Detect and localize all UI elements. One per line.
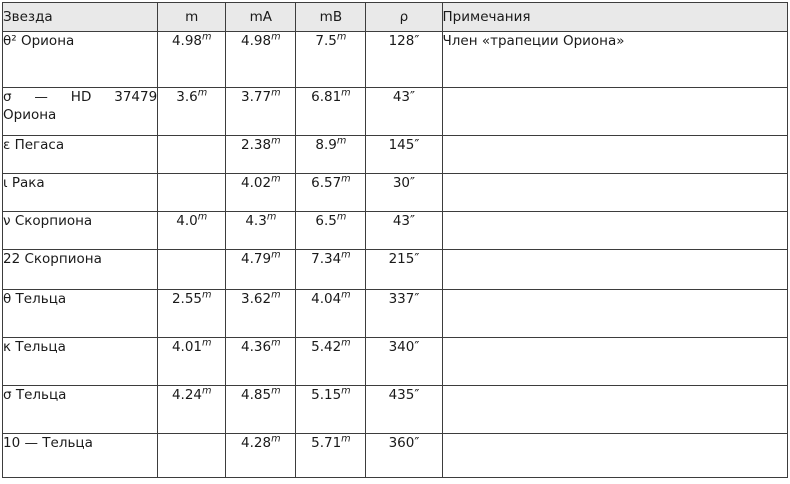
- cell-notes: [442, 290, 787, 338]
- magnitude-superscript: m: [271, 289, 281, 301]
- magnitude-superscript: m: [336, 211, 347, 223]
- cell-ma: 2.38$^m$: [226, 136, 296, 174]
- cell-mb: 5.15$^m$: [296, 386, 366, 434]
- magnitude-superscript: m: [271, 337, 281, 349]
- cell-m: 2.55$^m$: [158, 290, 226, 338]
- magnitude-superscript: m: [341, 249, 351, 261]
- cell-star-name: 10 — Тельца: [3, 434, 158, 478]
- cell-rho: 145″: [366, 136, 442, 174]
- cell-ma: 3.77$^m$: [226, 88, 296, 136]
- table-row: [3, 32, 788, 88]
- cell-rho: 43″: [366, 212, 442, 250]
- table-row: [3, 212, 788, 250]
- cell-notes: [442, 212, 787, 250]
- cell-mb: 7.5$^m$: [296, 32, 366, 88]
- cell-mb: 4.04$^m$: [296, 290, 366, 338]
- magnitude-superscript: m: [341, 87, 351, 99]
- cell-ma: 4.98$^m$: [226, 32, 296, 88]
- cell-rho: 43″: [366, 88, 442, 136]
- cell-rho: 360″: [366, 434, 442, 478]
- magnitude-superscript: m: [271, 173, 281, 185]
- table-row: [3, 250, 788, 290]
- cell-rho: 30″: [366, 174, 442, 212]
- cell-m: [158, 434, 226, 478]
- cell-mb: 7.34$^m$: [296, 250, 366, 290]
- table-row: [3, 290, 788, 338]
- cell-star-name: 22 Скорпиона: [3, 250, 158, 290]
- cell-mb: 6.81$^m$: [296, 88, 366, 136]
- cell-notes: Член «трапеции Ориона»: [442, 32, 787, 88]
- magnitude-superscript: m: [341, 289, 351, 301]
- cell-m: [158, 174, 226, 212]
- magnitude-superscript: m: [271, 31, 281, 43]
- cell-ma: 4.85$^m$: [226, 386, 296, 434]
- magnitude-superscript: m: [341, 385, 351, 397]
- cell-rho: 340″: [366, 338, 442, 386]
- cell-notes: [442, 136, 787, 174]
- cell-ma: 4.28$^m$: [226, 434, 296, 478]
- cell-m: [158, 250, 226, 290]
- cell-m: 4.0$^m$: [158, 212, 226, 250]
- cell-mb: 5.42$^m$: [296, 338, 366, 386]
- cell-notes: [442, 88, 787, 136]
- cell-ma: 4.3$^m$: [226, 212, 296, 250]
- magnitude-superscript: m: [336, 135, 347, 147]
- cell-notes: [442, 338, 787, 386]
- cell-star-name: σ Тельца: [3, 386, 158, 434]
- page-sheet: [0, 2, 790, 484]
- cell-notes: [442, 250, 787, 290]
- cell-notes: [442, 174, 787, 212]
- table-header-row: [3, 3, 788, 32]
- cell-m: 4.98$^m$: [158, 32, 226, 88]
- column-header-ma: mA: [226, 3, 296, 32]
- magnitude-superscript: m: [271, 433, 281, 445]
- column-header-rho: ρ: [366, 3, 442, 32]
- magnitude-superscript: m: [202, 289, 212, 301]
- cell-star-name: ν Скорпиона: [3, 212, 158, 250]
- cell-mb: 5.71$^m$: [296, 434, 366, 478]
- column-header-mb: mB: [296, 3, 366, 32]
- table-row: [3, 136, 788, 174]
- magnitude-superscript: m: [271, 249, 281, 261]
- cell-m: 3.6$^m$: [158, 88, 226, 136]
- magnitude-superscript: m: [197, 211, 208, 223]
- table-body: [3, 32, 788, 478]
- magnitude-superscript: m: [341, 337, 351, 349]
- magnitude-superscript: m: [336, 31, 347, 43]
- cell-star-name: σ — HD 37479 Ориона: [3, 88, 158, 136]
- cell-m: [158, 136, 226, 174]
- cell-star-name: θ² Ориона: [3, 32, 158, 88]
- column-header-notes: Примечания: [442, 3, 787, 32]
- cell-mb: 6.5$^m$: [296, 212, 366, 250]
- cell-notes: [442, 434, 787, 478]
- table-header: [3, 3, 788, 32]
- magnitude-superscript: m: [266, 211, 277, 223]
- cell-rho: 215″: [366, 250, 442, 290]
- cell-star-name: θ Тельца: [3, 290, 158, 338]
- cell-rho: 128″: [366, 32, 442, 88]
- cell-star-name: ι Рака: [3, 174, 158, 212]
- cell-ma: 3.62$^m$: [226, 290, 296, 338]
- table-row: [3, 386, 788, 434]
- table-row: [3, 434, 788, 478]
- magnitude-superscript: m: [197, 87, 208, 99]
- cell-rho: 435″: [366, 386, 442, 434]
- cell-mb: 8.9$^m$: [296, 136, 366, 174]
- magnitude-superscript: m: [271, 385, 281, 397]
- cell-rho: 337″: [366, 290, 442, 338]
- cell-m: 4.01$^m$: [158, 338, 226, 386]
- column-header-m: m: [158, 3, 226, 32]
- cell-m: 4.24$^m$: [158, 386, 226, 434]
- table-row: [3, 88, 788, 136]
- double-stars-table: [2, 2, 788, 478]
- table-row: [3, 338, 788, 386]
- magnitude-superscript: m: [202, 337, 212, 349]
- cell-star-name: ε Пегаса: [3, 136, 158, 174]
- cell-ma: 4.79$^m$: [226, 250, 296, 290]
- cell-ma: 4.02$^m$: [226, 174, 296, 212]
- magnitude-superscript: m: [341, 433, 351, 445]
- cell-ma: 4.36$^m$: [226, 338, 296, 386]
- magnitude-superscript: m: [271, 135, 281, 147]
- table-row: [3, 174, 788, 212]
- cell-mb: 6.57$^m$: [296, 174, 366, 212]
- magnitude-superscript: m: [271, 87, 281, 99]
- column-header-star: Звезда: [3, 3, 158, 32]
- magnitude-superscript: m: [202, 385, 212, 397]
- magnitude-superscript: m: [341, 173, 351, 185]
- magnitude-superscript: m: [202, 31, 212, 43]
- cell-notes: [442, 386, 787, 434]
- cell-star-name: κ Тельца: [3, 338, 158, 386]
